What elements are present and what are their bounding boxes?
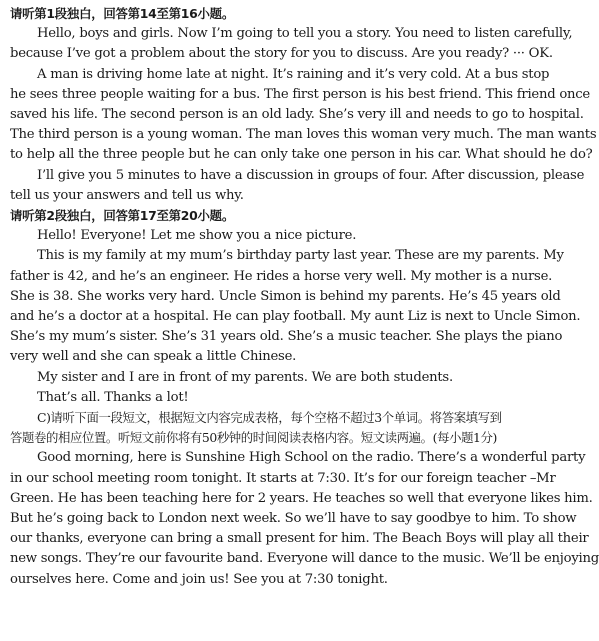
text-line: My sister and I are in front of my parents. We are both students. [37,369,453,385]
text-line: in our school meeting room tonight. It starts at 7:30. It’s for our foreign teacher –Mr [10,470,556,486]
text-line: A man is driving home late at night. It’s raining and it’s very cold. At a bus stop [37,66,550,82]
text-line: saved his life. The second person is an old lady. She’s very ill and needs to go to hospital. [10,107,584,123]
text-line: This is my family at my mum’s birthday party last year. These are my parents. My [37,248,564,264]
text-line: 请听第1段独白，回答第14至第16小题。 [10,6,234,21]
text-line: and he’s a doctor at a hospital. He can play football. My aunt Liz is next to Uncle Simon. [10,309,581,325]
text-line: Hello! Everyone! Let me show you a nice picture. [37,228,357,244]
text-line: I’ll give you 5 minutes to have a discussion in groups of four. After discussion, please [37,167,585,183]
text-line: tell us your answers and tell us why. [10,187,244,203]
instruction-line: 答题卷的相应位置。听短文前你将有50秒钟的时间阅读表格内容。短文读两遍。(每小题1分) [10,430,497,446]
text-line: That’s all. Thanks a lot! [37,389,189,405]
text-line: our thanks, everyone can bring a small present for him. The Beach Boys will play all their [10,531,589,547]
section-heading: 请听第2段独白，回答第17至第20小题。 [10,208,234,224]
text-line: The third person is a young woman. The man loves this woman very much. The man wants [10,127,597,143]
text-line: She is 38. She works very hard. Uncle Simon is behind my parents. He’s 45 years old [10,288,561,304]
text-line: ourselves here. Come and join us! See you at 7:30 tonight. [10,571,388,587]
text-line: Good morning, here is Sunshine High School on the radio. There’s a wonderful party [37,450,586,466]
text-line: Green. He has been teaching here for 2 years. He teaches so well that everyone likes him. [10,490,593,506]
text-line: to help all the three people but he can only take one person in his car. What should he do? [10,147,593,163]
text-line: he sees three people waiting for a bus. The first person is his best friend. This friend once [10,86,590,102]
text-line: father is 42, and he’s an engineer. He rides a horse very well. My mother is a nurse. [10,268,553,284]
text-line: very well and she can speak a little Chinese. [10,349,297,365]
instruction-line: C)请听下面一段短文，根据短文内容完成表格，每个空格不超过3个单词。将答案填写到 [37,410,502,426]
text-line: because I’ve got a problem about the story for you to discuss. Are you ready? ··· OK. [10,46,553,62]
text-line: She’s my mum’s sister. She’s 31 years old. She’s a music teacher. She plays the piano [10,329,563,345]
text-line: But he’s going back to London next week. So we’ll have to say goodbye to him. To show [10,511,577,527]
text-line: Hello, boys and girls. Now I’m going to tell you a story. You need to listen carefully, [37,26,573,42]
text-line: new songs. They’re our favourite band. Everyone will dance to the music. We’ll be enjoying [10,551,599,567]
